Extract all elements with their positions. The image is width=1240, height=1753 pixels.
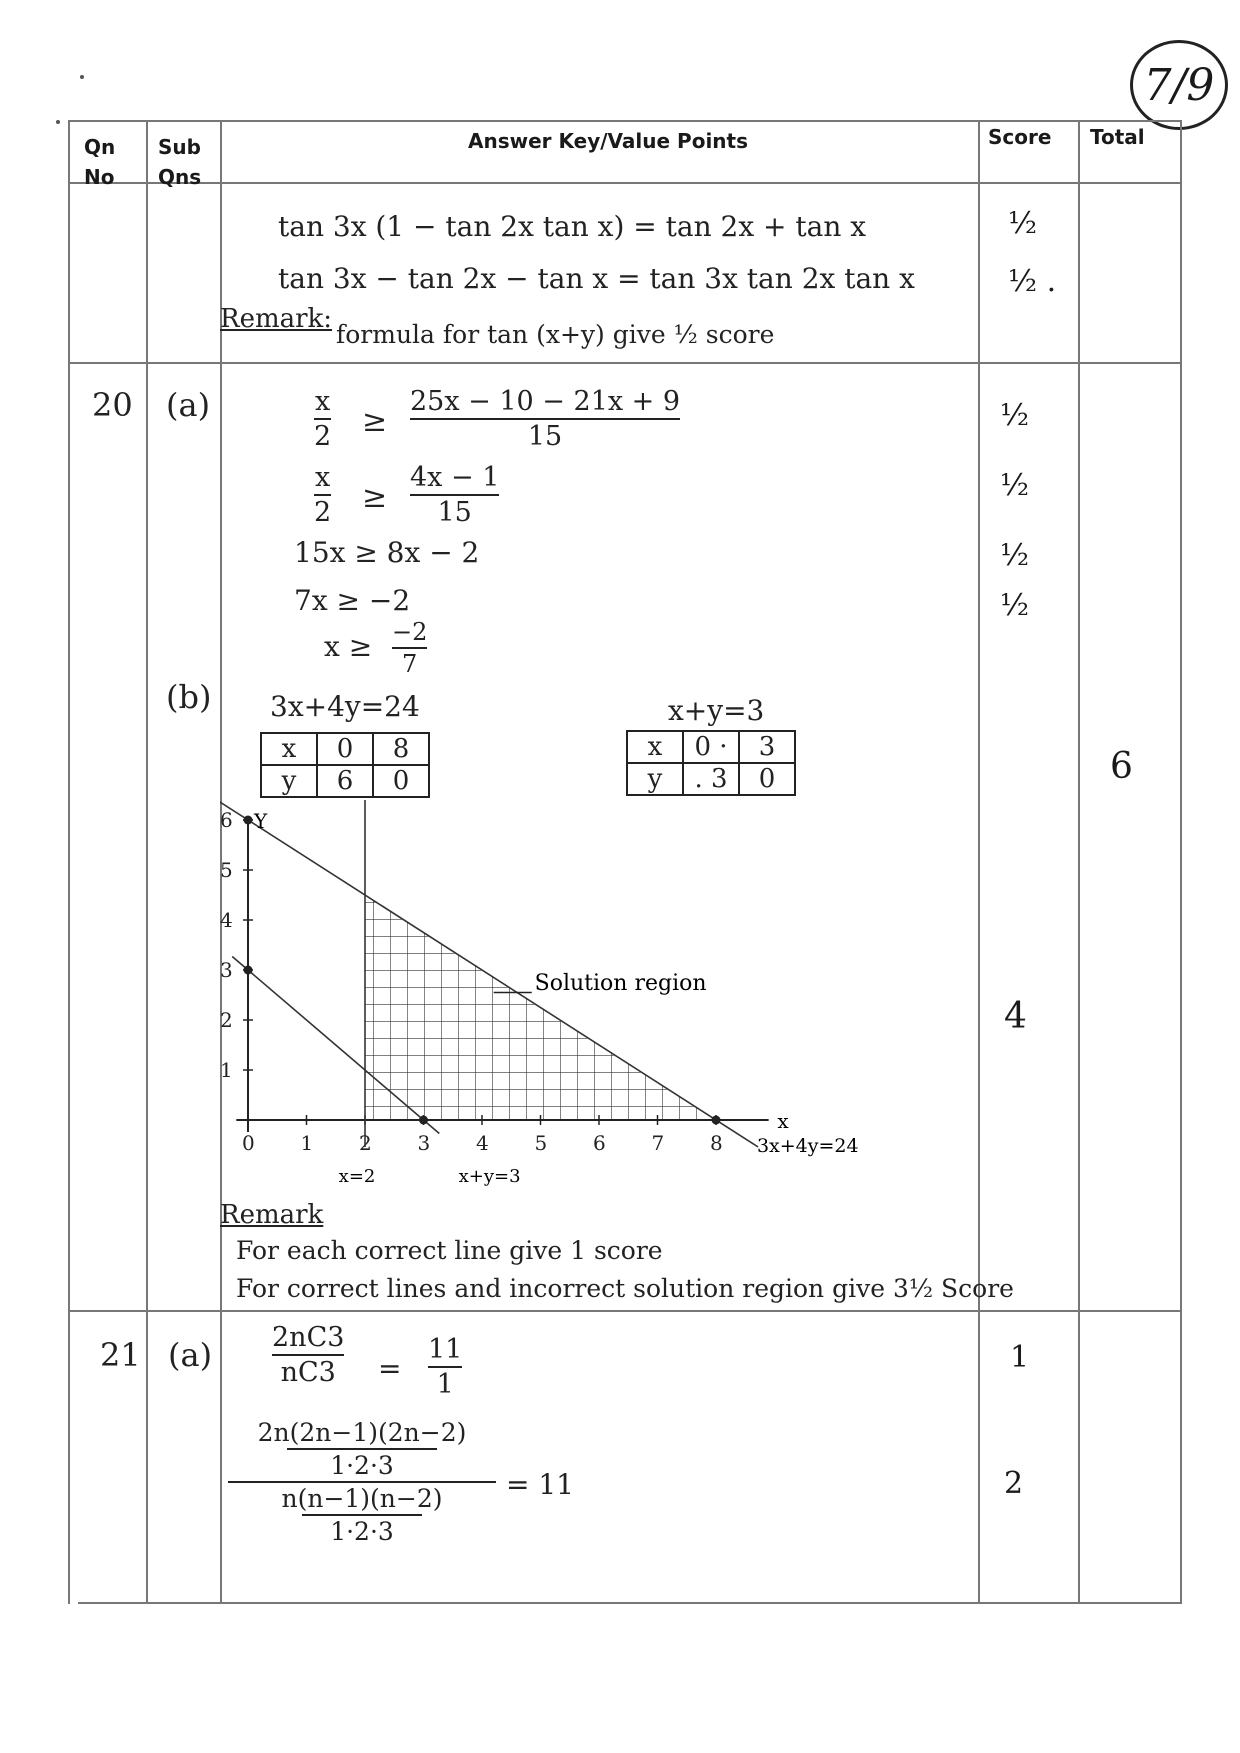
q21-number: 21 xyxy=(100,1336,141,1374)
q20b-eq1: 3x+4y=24 xyxy=(270,690,420,723)
x-tick-label: 2 xyxy=(359,1131,372,1155)
header-bottom-border xyxy=(68,182,1180,184)
fraction-bar xyxy=(428,1366,462,1368)
q20b-remark-2: For correct lines and incorrect solution region give 3½ Score xyxy=(236,1274,1014,1303)
scan-speck xyxy=(80,75,84,79)
intercept-dot xyxy=(244,966,253,975)
q21a-score-2: 2 xyxy=(1004,1466,1024,1501)
header-answer: Answer Key/Value Points xyxy=(468,129,748,153)
q21a-l2-num-top: 2n(2n−1)(2n−2) xyxy=(257,1418,467,1447)
fraction-bar xyxy=(272,1354,344,1356)
q20a-l2-lhs xyxy=(314,462,331,528)
table-bottom-border xyxy=(78,1602,1180,1604)
col-border xyxy=(978,120,980,1604)
q20a-score-4: ½ xyxy=(1000,588,1030,623)
t1-cell: 8 xyxy=(373,733,429,765)
q20a-l1-rhs-den: 15 xyxy=(527,421,563,452)
annotation-x2: x=2 xyxy=(338,1166,376,1187)
x-tick-label: 4 xyxy=(476,1131,489,1155)
q21a-l1-rhs xyxy=(428,1334,462,1400)
prev-line-2: tan 3x − tan 2x − tan x = tan 3x tan 2x tan x xyxy=(278,262,915,295)
q21a-l2-num-bot: 1·2·3 xyxy=(330,1451,394,1480)
q20a-l1-rhs xyxy=(410,386,680,452)
q20a-l2-rhs-num: 4x − 1 xyxy=(410,462,500,493)
col-border xyxy=(146,120,148,1604)
q20b-label: (b) xyxy=(166,678,212,716)
q20b-table-2 xyxy=(626,730,796,796)
fraction-bar xyxy=(314,494,331,496)
prev-score-1: ½ xyxy=(1008,206,1038,241)
q21a-l1-den: nC3 xyxy=(280,1357,336,1388)
q20a-score-2: ½ xyxy=(1000,468,1030,503)
q20a-line-4: 7x ≥ −2 xyxy=(294,584,411,617)
q21a-l1-rden: 1 xyxy=(436,1369,454,1400)
col-border xyxy=(1180,120,1182,1604)
q21a-l2-den-bot: 1·2·3 xyxy=(330,1517,394,1546)
fraction-bar xyxy=(410,418,680,420)
q20b-table-1 xyxy=(260,732,430,798)
q21a-score-1: 1 xyxy=(1010,1340,1030,1375)
q20a-l2-op: ≥ xyxy=(362,480,388,515)
q20a-l2-rhs-den: 15 xyxy=(437,497,472,528)
col-border xyxy=(1078,120,1080,1604)
t1-cell: 0 xyxy=(373,765,429,797)
q20b-remark-label: Remark xyxy=(220,1200,324,1230)
annotation-line2: x+y=3 xyxy=(458,1166,521,1187)
q20b-graph xyxy=(220,800,920,1190)
q20a-l5-den: 7 xyxy=(402,650,418,678)
q20a-score-3: ½ xyxy=(1000,538,1030,573)
q20a-l2-lhs-num: x xyxy=(314,462,331,493)
fraction-bar xyxy=(392,647,427,649)
x-tick-label: 5 xyxy=(534,1131,548,1155)
x-tick-label: 1 xyxy=(300,1131,314,1155)
q21a-l1-eq: = xyxy=(378,1352,402,1385)
header-qn-no: Qn No xyxy=(84,135,116,189)
x-axis-label: x xyxy=(777,1109,789,1133)
x-tick-label: 0 xyxy=(242,1131,255,1155)
fraction-bar xyxy=(287,1448,437,1450)
y-axis-label: Y xyxy=(254,809,268,833)
prev-line-1: tan 3x (1 − tan 2x tan x) = tan 2x + tan x xyxy=(278,210,867,243)
t2-cell: 3 xyxy=(739,731,795,763)
row-divider xyxy=(68,362,1180,364)
q20a-line-5-rhs xyxy=(392,618,427,678)
t2-cell: 0 xyxy=(739,763,795,795)
q20a-l1-lhs-den: 2 xyxy=(314,421,332,452)
x-tick-label: 8 xyxy=(710,1131,723,1155)
q20a-score-1: ½ xyxy=(1000,398,1030,433)
prev-score-2: ½ . xyxy=(1008,264,1057,299)
q21a-l1-rnum: 11 xyxy=(428,1334,463,1365)
q20b-eq2: x+y=3 xyxy=(668,694,765,727)
y-tick-label: 1 xyxy=(220,1058,233,1082)
q20b-remark-1: For each correct line give 1 score xyxy=(236,1236,663,1265)
fraction-bar xyxy=(314,418,331,420)
t2-cell: x xyxy=(627,731,683,763)
header-total: Total xyxy=(1090,125,1145,149)
q20b-score: 4 xyxy=(1004,996,1027,1037)
scan-speck xyxy=(56,120,60,124)
y-tick-label: 3 xyxy=(220,958,233,982)
intercept-dot xyxy=(712,1116,721,1125)
q20a-l1-rhs-num: 25x − 10 − 21x + 9 xyxy=(410,386,681,417)
col-border xyxy=(68,120,70,1604)
row-divider xyxy=(68,1310,1180,1312)
x-tick-label: 6 xyxy=(593,1131,606,1155)
q20a-l2-rhs xyxy=(410,462,499,528)
y-tick-label: 4 xyxy=(220,908,233,932)
t1-cell: 0 xyxy=(317,733,373,765)
q21a-l1-lhs xyxy=(272,1322,344,1388)
t1-cell: x xyxy=(261,733,317,765)
q20a-l1-lhs-num: x xyxy=(314,386,331,417)
header-score: Score xyxy=(988,125,1052,149)
q20a-line-3: 15x ≥ 8x − 2 xyxy=(294,536,480,569)
annotation-solution-region: Solution region xyxy=(534,971,707,996)
q20a-l1-op: ≥ xyxy=(362,404,388,439)
t2-cell: y xyxy=(627,763,683,795)
q21a-l2-rhs: = 11 xyxy=(506,1468,574,1501)
q20a-l5-num: −2 xyxy=(392,618,428,646)
q20a-label: (a) xyxy=(166,386,211,424)
q20a-l1-lhs xyxy=(314,386,331,452)
x-tick-label: 3 xyxy=(417,1131,431,1155)
fraction-bar xyxy=(302,1514,422,1516)
q21a-l2-lhs xyxy=(228,1418,496,1546)
t1-cell: 6 xyxy=(317,765,373,797)
t2-cell: 0 · xyxy=(683,731,739,763)
y-tick-label: 2 xyxy=(220,1008,233,1032)
t1-cell: y xyxy=(261,765,317,797)
fraction-bar xyxy=(410,494,499,496)
q21a-l2-den-top: n(n−1)(n−2) xyxy=(281,1484,443,1513)
q21a-label: (a) xyxy=(168,1336,213,1374)
q20-number: 20 xyxy=(92,386,133,424)
header-sub-qns: Sub Qns xyxy=(158,135,202,189)
q20a-line-5-lhs: x ≥ xyxy=(324,630,373,663)
t2-cell: . 3 xyxy=(683,763,739,795)
intercept-dot xyxy=(419,1116,428,1125)
y-tick-label: 6 xyxy=(220,808,233,832)
fraction-bar-main xyxy=(228,1481,496,1483)
q20a-l2-lhs-den: 2 xyxy=(314,497,332,528)
x-tick-label: 7 xyxy=(651,1131,665,1155)
q21a-l1-num: 2nC3 xyxy=(272,1322,345,1353)
intercept-dot xyxy=(244,816,253,825)
prev-remark-text: formula for tan (x+y) give ½ score xyxy=(336,320,775,349)
q20-total: 6 xyxy=(1110,746,1133,787)
page-number: 7/9 xyxy=(1130,40,1228,130)
prev-remark-label: Remark: xyxy=(220,304,333,334)
y-tick-label: 5 xyxy=(220,858,233,882)
annotation-line1: 3x+4y=24 xyxy=(756,1135,859,1157)
